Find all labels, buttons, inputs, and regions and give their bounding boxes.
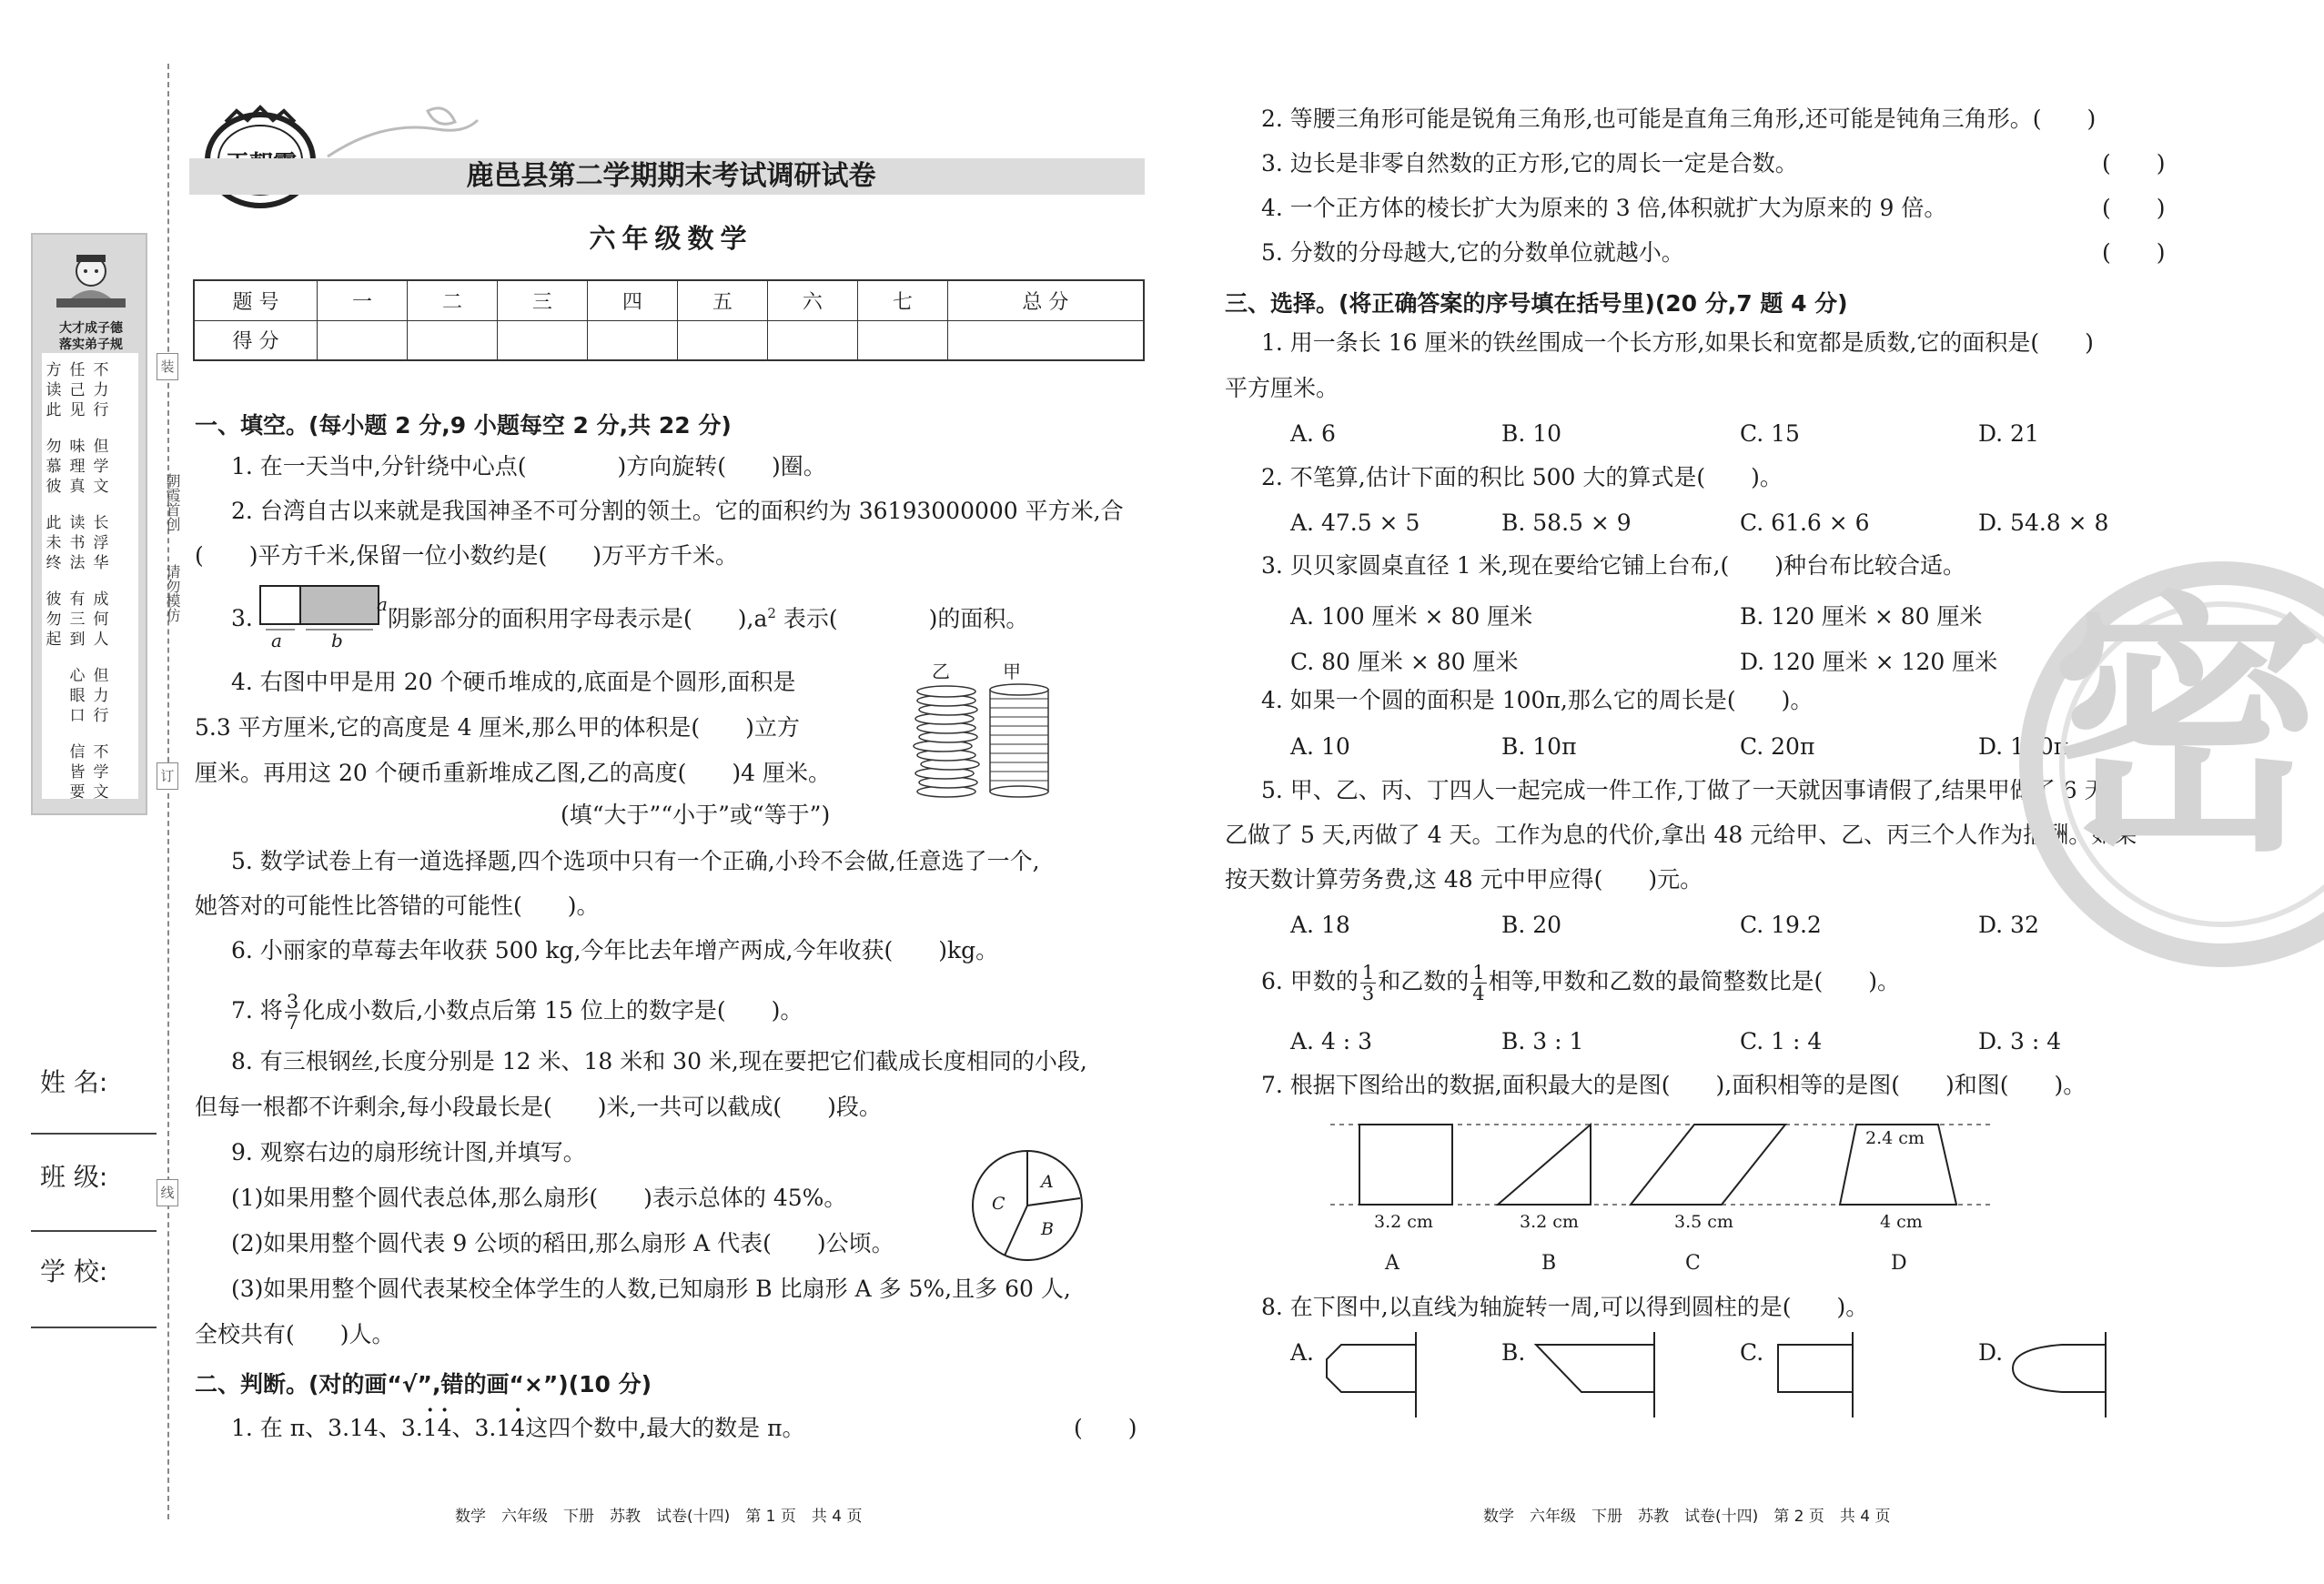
s3-q6-opt-a[interactable]: A. 4 : 3 [1290, 1028, 1373, 1054]
s1-q8-line2: 但每一根都不许剩余,每小段最长是( )米,一共可以截成( )段。 [195, 1094, 882, 1120]
score-cell-4: 四 [587, 280, 677, 320]
s3-q7: 7. 根据下图给出的数据,面积最大的是图( ),面积相等的是图( )和图( )。 [1261, 1072, 2087, 1098]
score-cell-1: 一 [318, 280, 408, 320]
pie-label-b: B [1041, 1219, 1054, 1239]
score-input-2[interactable] [407, 320, 497, 360]
section-3-heading: 三、选择。(将正确答案的序号填在括号里)(20 分,7 题 4 分) [1225, 290, 1848, 317]
s3-q8-opt-c[interactable]: C. [1740, 1339, 1764, 1366]
motto-columns [42, 353, 138, 802]
s3-q4-opt-a[interactable]: A. 10 [1290, 733, 1350, 760]
s3-q5-line2: 乙做了 5 天,丙做了 4 天。工作为息的代价,拿出 48 元给甲、乙、丙三个人作为报酬。如果 [1225, 822, 2137, 848]
s3-q4-opt-d[interactable]: D. 100π [1978, 733, 2069, 760]
s3-q1-opt-d[interactable]: D. 21 [1978, 420, 2039, 447]
s3-q6-fraction-1: $\frac{1}{3}$ [1361, 962, 1375, 1005]
s1-q3-label-a-side: a [377, 593, 388, 615]
s1-q9-sub3-line2: 全校共有( )人。 [195, 1321, 395, 1347]
s1-q4-line1: 4. 右图中甲是用 20 个硬币堆成的,底面是个圆形,面积是 [231, 669, 796, 695]
s3-q7-dim-d: 4 cm [1880, 1212, 1923, 1232]
pie-chart-figure [970, 1148, 1085, 1263]
s3-q5-line3: 按天数计算劳务费,这 48 元中甲应得( )元。 [1225, 866, 1703, 893]
s3-q8-opt-a[interactable]: A. [1290, 1339, 1315, 1366]
s3-q7-dim-a: 3.2 cm [1374, 1212, 1433, 1232]
s3-q7-label-b: B [1541, 1252, 1557, 1275]
s3-q6-fraction-2: $\frac{1}{4}$ [1472, 962, 1485, 1005]
s1-q9-sub1: (1)如果用整个圆代表总体,那么扇形( )表示总体的 45%。 [231, 1185, 847, 1211]
s2-q2: 2. 等腰三角形可能是锐角三角形,也可能是直角三角形,还可能是钝角三角形。( ) [1261, 106, 2097, 132]
s3-q2: 2. 不笔算,估计下面的积比 500 大的算式是( )。 [1261, 464, 1783, 490]
section-2-heading: 二、判断。(对的画“√”,错的画“×”)(10 分) [195, 1371, 652, 1397]
score-input-4[interactable] [587, 320, 677, 360]
s3-q4-opt-c[interactable]: C. 20π [1740, 733, 1815, 760]
score-row-label: 得 分 [194, 320, 318, 360]
s1-q4-line3: 厘米。再用这 20 个硬币重新堆成乙图,乙的高度( )4 厘米。 [195, 760, 832, 786]
s1-q3-label-a-bottom: a [271, 630, 282, 651]
coin-label-jia: 甲 [1003, 661, 1021, 682]
watermark-char: 密 [2051, 570, 2324, 888]
score-input-total[interactable] [947, 320, 1144, 360]
s3-q1-opt-c[interactable]: C. 15 [1740, 420, 1800, 447]
s3-q8-figure-a [1321, 1328, 1421, 1419]
footer-right: 数学 六年级 下册 苏教 试卷(十四) 第 2 页 共 4 页 [1483, 1508, 1891, 1526]
score-input-6[interactable] [767, 320, 857, 360]
s2-q5-answer-paren[interactable]: ( ) [2102, 239, 2166, 266]
s3-q3: 3. 贝贝家圆桌直径 1 米,现在要给它铺上台布,( )种台布比较合适。 [1261, 552, 1966, 579]
s1-q2-line1: 2. 台湾自古以来就是我国神圣不可分割的领土。它的面积约为 36193000000 平方米,合 [231, 498, 1124, 524]
s3-q6-opt-b[interactable]: B. 3 : 1 [1501, 1028, 1584, 1054]
s1-q3-text: 阴影部分的面积用字母表示是( )$,a^2$ 表示( )的面积。 [388, 605, 1029, 632]
score-table-score-row [194, 320, 1144, 360]
copyright-note-1: 朝霞首创 [164, 473, 181, 531]
footer-left: 数学 六年级 下册 苏教 试卷(十四) 第 1 页 共 4 页 [455, 1508, 863, 1526]
motto-col-1: 方读此 勿慕彼 此未终 彼勿起 [45, 361, 62, 649]
score-table [193, 279, 1145, 361]
motto-col-3: 不力行 但学文 长浮华 成何人 但力行 不学文 [93, 361, 109, 802]
section-1-heading: 一、填空。(每小题 2 分,9 小题每空 2 分,共 22 分) [195, 412, 732, 439]
name-input-line[interactable] [31, 1133, 157, 1135]
s3-q7-label-d: D [1891, 1252, 1907, 1275]
pie-label-c: C [992, 1194, 1005, 1214]
s3-q2-opt-c[interactable]: C. 61.6 × 6 [1740, 510, 1870, 536]
s3-q6-opt-d[interactable]: D. 3 : 4 [1978, 1028, 2062, 1054]
s3-q8: 8. 在下图中,以直线为轴旋转一周,可以得到圆柱的是( )。 [1261, 1294, 1869, 1320]
shape-c-parallelogram [1631, 1125, 1785, 1205]
s3-q3-opt-d[interactable]: D. 120 厘米 × 120 厘米 [1740, 649, 1998, 675]
score-input-1[interactable] [318, 320, 408, 360]
s3-q7-top-dim: 2.4 cm [1865, 1128, 1925, 1148]
s1-q3-number: 3. [231, 605, 253, 631]
score-table-header-row [194, 280, 1144, 320]
s1-q9-sub3-line1: (3)如果用整个圆代表某校全体学生的人数,已知扇形 B 比扇形 A 多 5%,且多 60 人, [231, 1276, 1071, 1302]
s3-q8-figure-c [1771, 1328, 1862, 1419]
school-input-line[interactable] [31, 1327, 157, 1328]
s3-q5-opt-a[interactable]: A. 18 [1290, 912, 1350, 938]
s3-q8-opt-b[interactable]: B. [1501, 1339, 1526, 1366]
s3-q2-opt-a[interactable]: A. 47.5 × 5 [1290, 510, 1420, 536]
class-label: 班 级: [40, 1162, 108, 1192]
s2-q3-answer-paren[interactable]: ( ) [2102, 150, 2166, 177]
score-cell-total: 总 分 [947, 280, 1144, 320]
s2-q3: 3. 边长是非零自然数的正方形,它的周长一定是合数。 [1261, 150, 1798, 177]
s3-q7-label-a: A [1385, 1252, 1399, 1275]
s3-q6-opt-c[interactable]: C. 1 : 4 [1740, 1028, 1823, 1054]
score-cell-3: 三 [497, 280, 587, 320]
shape-a-square [1359, 1125, 1452, 1205]
school-label: 学 校: [40, 1256, 108, 1286]
pie-label-a: A [1041, 1172, 1054, 1192]
s1-q6: 6. 小丽家的草莓去年收获 500 kg,今年比去年增产两成,今年收获( )kg。 [231, 937, 999, 964]
s3-q2-opt-b[interactable]: B. 58.5 × 9 [1501, 510, 1632, 536]
motto-panel [31, 233, 147, 815]
s3-q4-opt-b[interactable]: B. 10π [1501, 733, 1577, 760]
s1-q5-line1: 5. 数学试卷上有一道选择题,四个选项中只有一个正确,小玲不会做,任意选了一个, [231, 848, 1040, 874]
score-input-5[interactable] [677, 320, 767, 360]
coin-stacks-figure [901, 681, 1065, 799]
s1-q9-sub2: (2)如果用整个圆代表 9 公顷的稻田,那么扇形 A 代表( )公顷。 [231, 1230, 894, 1256]
s2-q4-answer-paren[interactable]: ( ) [2102, 195, 2166, 221]
score-cell-7: 七 [857, 280, 947, 320]
shape-b-triangle [1498, 1125, 1591, 1205]
fold-mark-3: 线 [157, 1179, 178, 1206]
exam-title: 鹿邑县第二学期期末考试调研试卷 [466, 160, 876, 192]
score-input-7[interactable] [857, 320, 947, 360]
binding-fold-line [167, 64, 169, 1519]
s1-q1: 1. 在一天当中,分针绕中心点( )方向旋转( )圈。 [231, 453, 826, 479]
s2-q1-answer-paren[interactable]: ( ) [1074, 1415, 1137, 1441]
fold-mark-1: 装 [157, 353, 178, 380]
s3-q8-opt-d[interactable]: D. [1978, 1339, 2004, 1366]
s3-q1-line2: 平方厘米。 [1225, 375, 1339, 401]
s3-q7-dim-c: 3.5 cm [1674, 1212, 1733, 1232]
s3-q5-line1: 5. 甲、乙、丙、丁四人一起完成一件工作,丁做了一天就因事请假了,结果甲做了 6 天, [1261, 777, 2115, 803]
s3-q3-opt-c[interactable]: C. 80 厘米 × 80 厘米 [1290, 649, 1519, 675]
ribbon-decoration-icon [328, 102, 482, 166]
s1-q8-line1: 8. 有三根钢丝,长度分别是 12 米、18 米和 30 米,现在要把它们截成长度相同的小段, [231, 1048, 1087, 1074]
score-cell-2: 二 [407, 280, 497, 320]
s3-q1-line1: 1. 用一条长 16 厘米的铁丝围成一个长方形,如果长和宽都是质数,它的面积是( ) [1261, 329, 2094, 356]
s1-q4-line2: 5.3 平方厘米,它的高度是 4 厘米,那么甲的体积是( )立方 [195, 714, 800, 741]
s3-q3-opt-a[interactable]: A. 100 厘米 × 80 厘米 [1290, 603, 1533, 630]
s3-q6: 6. 甲数的 $\frac{1}{3}$ 和乙数的 $\frac{1}{4}$ 相等,甲数和乙数的最简整数比是( )。 [1261, 962, 1901, 1005]
s2-q5: 5. 分数的分母越大,它的分数单位就越小。 [1261, 239, 1684, 266]
s3-q5-opt-d[interactable]: D. 32 [1978, 912, 2039, 938]
s1-q7: 7. 将 $\frac{3}{7}$ 化成小数后,小数点后第 15 位上的数字是( )。 [231, 991, 803, 1034]
score-cell-label: 题 号 [194, 280, 318, 320]
motto-top-line-1: 大才成子德 [59, 321, 123, 336]
s3-q7-label-c: C [1685, 1252, 1701, 1275]
s1-q7-fraction: $\frac{3}{7}$ [286, 991, 299, 1034]
s1-q3-label-b-bottom: b [331, 630, 343, 651]
score-cell-5: 五 [677, 280, 767, 320]
s2-q4: 4. 一个正方体的棱长扩大为原来的 3 倍,体积就扩大为原来的 9 倍。 [1261, 195, 1947, 221]
motto-col-2: 任己见 味理真 读书法 有三到 心眼口 信皆要 [69, 361, 86, 802]
score-input-3[interactable] [497, 320, 587, 360]
s3-q1-opt-b[interactable]: B. 10 [1501, 420, 1562, 447]
coin-label-yi: 乙 [932, 661, 950, 682]
copyright-note-2: 请勿模仿 [164, 564, 181, 622]
s1-q5-line2: 她答对的可能性比答错的可能性( )。 [195, 893, 600, 919]
s3-q8-figure-d [2007, 1328, 2117, 1419]
exam-subtitle: 六年级数学 [589, 223, 753, 254]
motto-top-line-2: 落实弟子规 [59, 338, 123, 352]
s3-q7-dim-b: 3.2 cm [1520, 1212, 1579, 1232]
s1-q4-note: (填“大于”“小于”或“等于”) [561, 802, 831, 828]
score-cell-6: 六 [767, 280, 857, 320]
s3-q5-opt-c[interactable]: C. 19.2 [1740, 912, 1822, 938]
s3-q2-opt-d[interactable]: D. 54.8 × 8 [1978, 510, 2109, 536]
s2-q1: 1. 在 π、3.14、3.· 1· 4、3.1· 4这四个数中,最大的数是 π。 [231, 1417, 805, 1439]
s1-q9: 9. 观察右边的扇形统计图,并填写。 [231, 1139, 586, 1165]
s3-q4: 4. 如果一个圆的面积是 100π,那么它的周长是( )。 [1261, 687, 1814, 713]
s3-q8-figure-b [1532, 1328, 1660, 1419]
s1-q2-line2: ( )平方千米,保留一位小数约是( )万平方千米。 [195, 542, 738, 569]
class-input-line[interactable] [31, 1230, 157, 1232]
s3-q5-opt-b[interactable]: B. 20 [1501, 912, 1562, 938]
s3-q3-opt-b[interactable]: B. 120 厘米 × 80 厘米 [1740, 603, 1983, 630]
fold-mark-2: 订 [157, 762, 178, 790]
name-label: 姓 名: [40, 1067, 108, 1097]
s3-q1-opt-a[interactable]: A. 6 [1290, 420, 1336, 447]
